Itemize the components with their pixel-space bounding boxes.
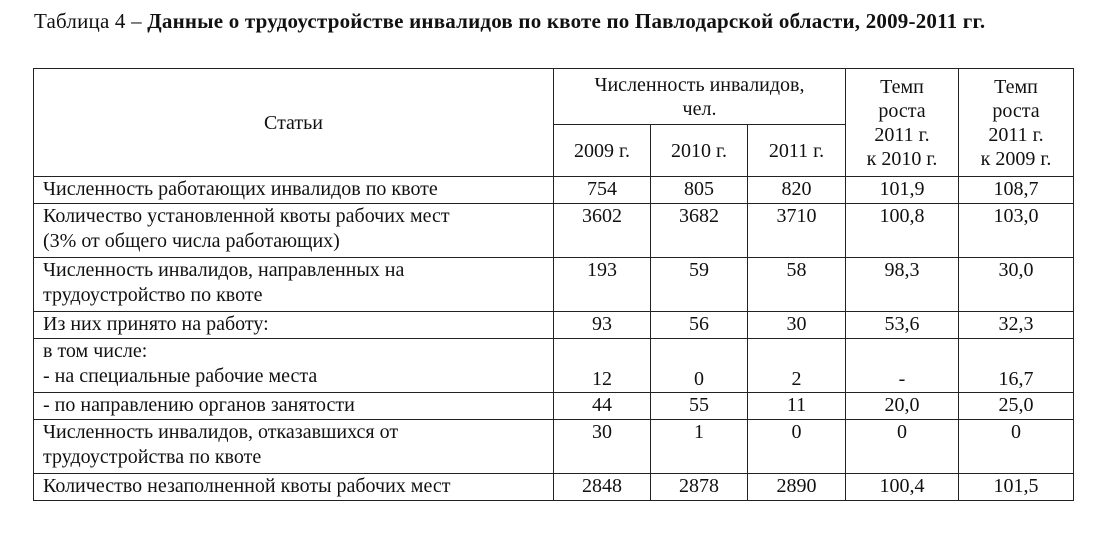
value-2009: 44 [554,393,651,420]
value-2010: 2878 [651,474,748,501]
value-2011: 58 [748,258,846,312]
value-2009: 12 [554,339,651,393]
table-row [34,312,1074,339]
header-count-group-line2: чел. [682,97,717,120]
row-label-line: (3% от общего числа работающих) [43,230,340,252]
table-row [34,177,1074,204]
row-label-line: Из них принято на работу: [43,313,269,335]
value-2011: 2890 [748,474,846,501]
growth-2011-2010: 101,9 [846,177,959,204]
growth-2011-2010: 20,0 [846,393,959,420]
row-label [34,474,554,501]
value-2009: 30 [554,420,651,474]
employment-quota-table [33,68,1074,501]
header-year-2011: 2011 г. [748,125,846,177]
row-label [34,420,554,474]
caption-title: Данные о трудоустройстве инвалидов по квоте по Павлодарской области, 2009-2011 гг. [147,9,986,33]
row-label-line: - на специальные рабочие места [43,365,318,387]
value-2010: 0 [651,339,748,393]
growth-2011-2010: - [846,339,959,393]
header-growth-2011-2010 [846,69,959,177]
growth-2011-2010: 98,3 [846,258,959,312]
value-2011: 820 [748,177,846,204]
growth-2011-2010: 0 [846,420,959,474]
caption-prefix: Таблица 4 – [34,9,148,33]
row-label [34,312,554,339]
row-label-line: Количество установленной квоты рабочих мест [43,205,450,227]
value-2010: 56 [651,312,748,339]
header-count-group [554,69,846,125]
header-growth-b-line3: 2011 г. [988,123,1044,146]
header-growth-a-line3: 2011 г. [874,123,930,146]
value-2011: 11 [748,393,846,420]
value-2009: 2848 [554,474,651,501]
value-2011: 3710 [748,204,846,258]
row-label-line: в том числе: [43,340,148,362]
table-row [34,258,1074,312]
growth-2011-2009: 32,3 [959,312,1074,339]
row-label [34,177,554,204]
growth-2011-2009: 16,7 [959,339,1074,393]
header-articles: Статьи [34,69,554,177]
table-row [34,204,1074,258]
value-2010: 59 [651,258,748,312]
growth-2011-2009: 25,0 [959,393,1074,420]
growth-2011-2009: 101,5 [959,474,1074,501]
value-2009: 93 [554,312,651,339]
row-label-line: Численность инвалидов, направленных на [43,259,405,281]
growth-2011-2010: 53,6 [846,312,959,339]
value-2011: 2 [748,339,846,393]
row-label-line: Численность инвалидов, отказавшихся от [43,421,399,443]
growth-2011-2010: 100,8 [846,204,959,258]
row-label [34,258,554,312]
value-2010: 3682 [651,204,748,258]
row-label-line: трудоустройство по квоте [43,284,263,306]
row-label [34,339,554,393]
header-year-2010: 2010 г. [651,125,748,177]
header-year-2009: 2009 г. [554,125,651,177]
row-label [34,393,554,420]
header-growth-b-line2: роста [992,99,1040,122]
value-2010: 55 [651,393,748,420]
growth-2011-2009: 108,7 [959,177,1074,204]
header-count-group-line1: Численность инвалидов, [594,73,805,96]
header-growth-2011-2009 [959,69,1074,177]
table-caption [34,6,1074,36]
value-2011: 0 [748,420,846,474]
header-growth-b-line4: к 2009 г. [980,147,1052,170]
value-2009: 193 [554,258,651,312]
growth-2011-2009: 103,0 [959,204,1074,258]
row-label-line: трудоустройства по квоте [43,446,262,468]
table-row [34,474,1074,501]
growth-2011-2010: 100,4 [846,474,959,501]
value-2009: 3602 [554,204,651,258]
growth-2011-2009: 30,0 [959,258,1074,312]
value-2010: 805 [651,177,748,204]
table-row [34,339,1074,393]
header-growth-a-line4: к 2010 г. [866,147,938,170]
value-2011: 30 [748,312,846,339]
row-label-line: - по направлению органов занятости [43,394,355,416]
table-row [34,393,1074,420]
header-growth-a-line2: роста [878,99,926,122]
value-2009: 754 [554,177,651,204]
row-label [34,204,554,258]
row-label-line: Количество незаполненной квоты рабочих мест [43,475,451,497]
value-2010: 1 [651,420,748,474]
growth-2011-2009: 0 [959,420,1074,474]
row-label-line: Численность работающих инвалидов по квоте [43,178,438,200]
header-growth-b-line1: Темп [994,75,1038,98]
header-growth-a-line1: Темп [880,75,924,98]
table-row [34,420,1074,474]
